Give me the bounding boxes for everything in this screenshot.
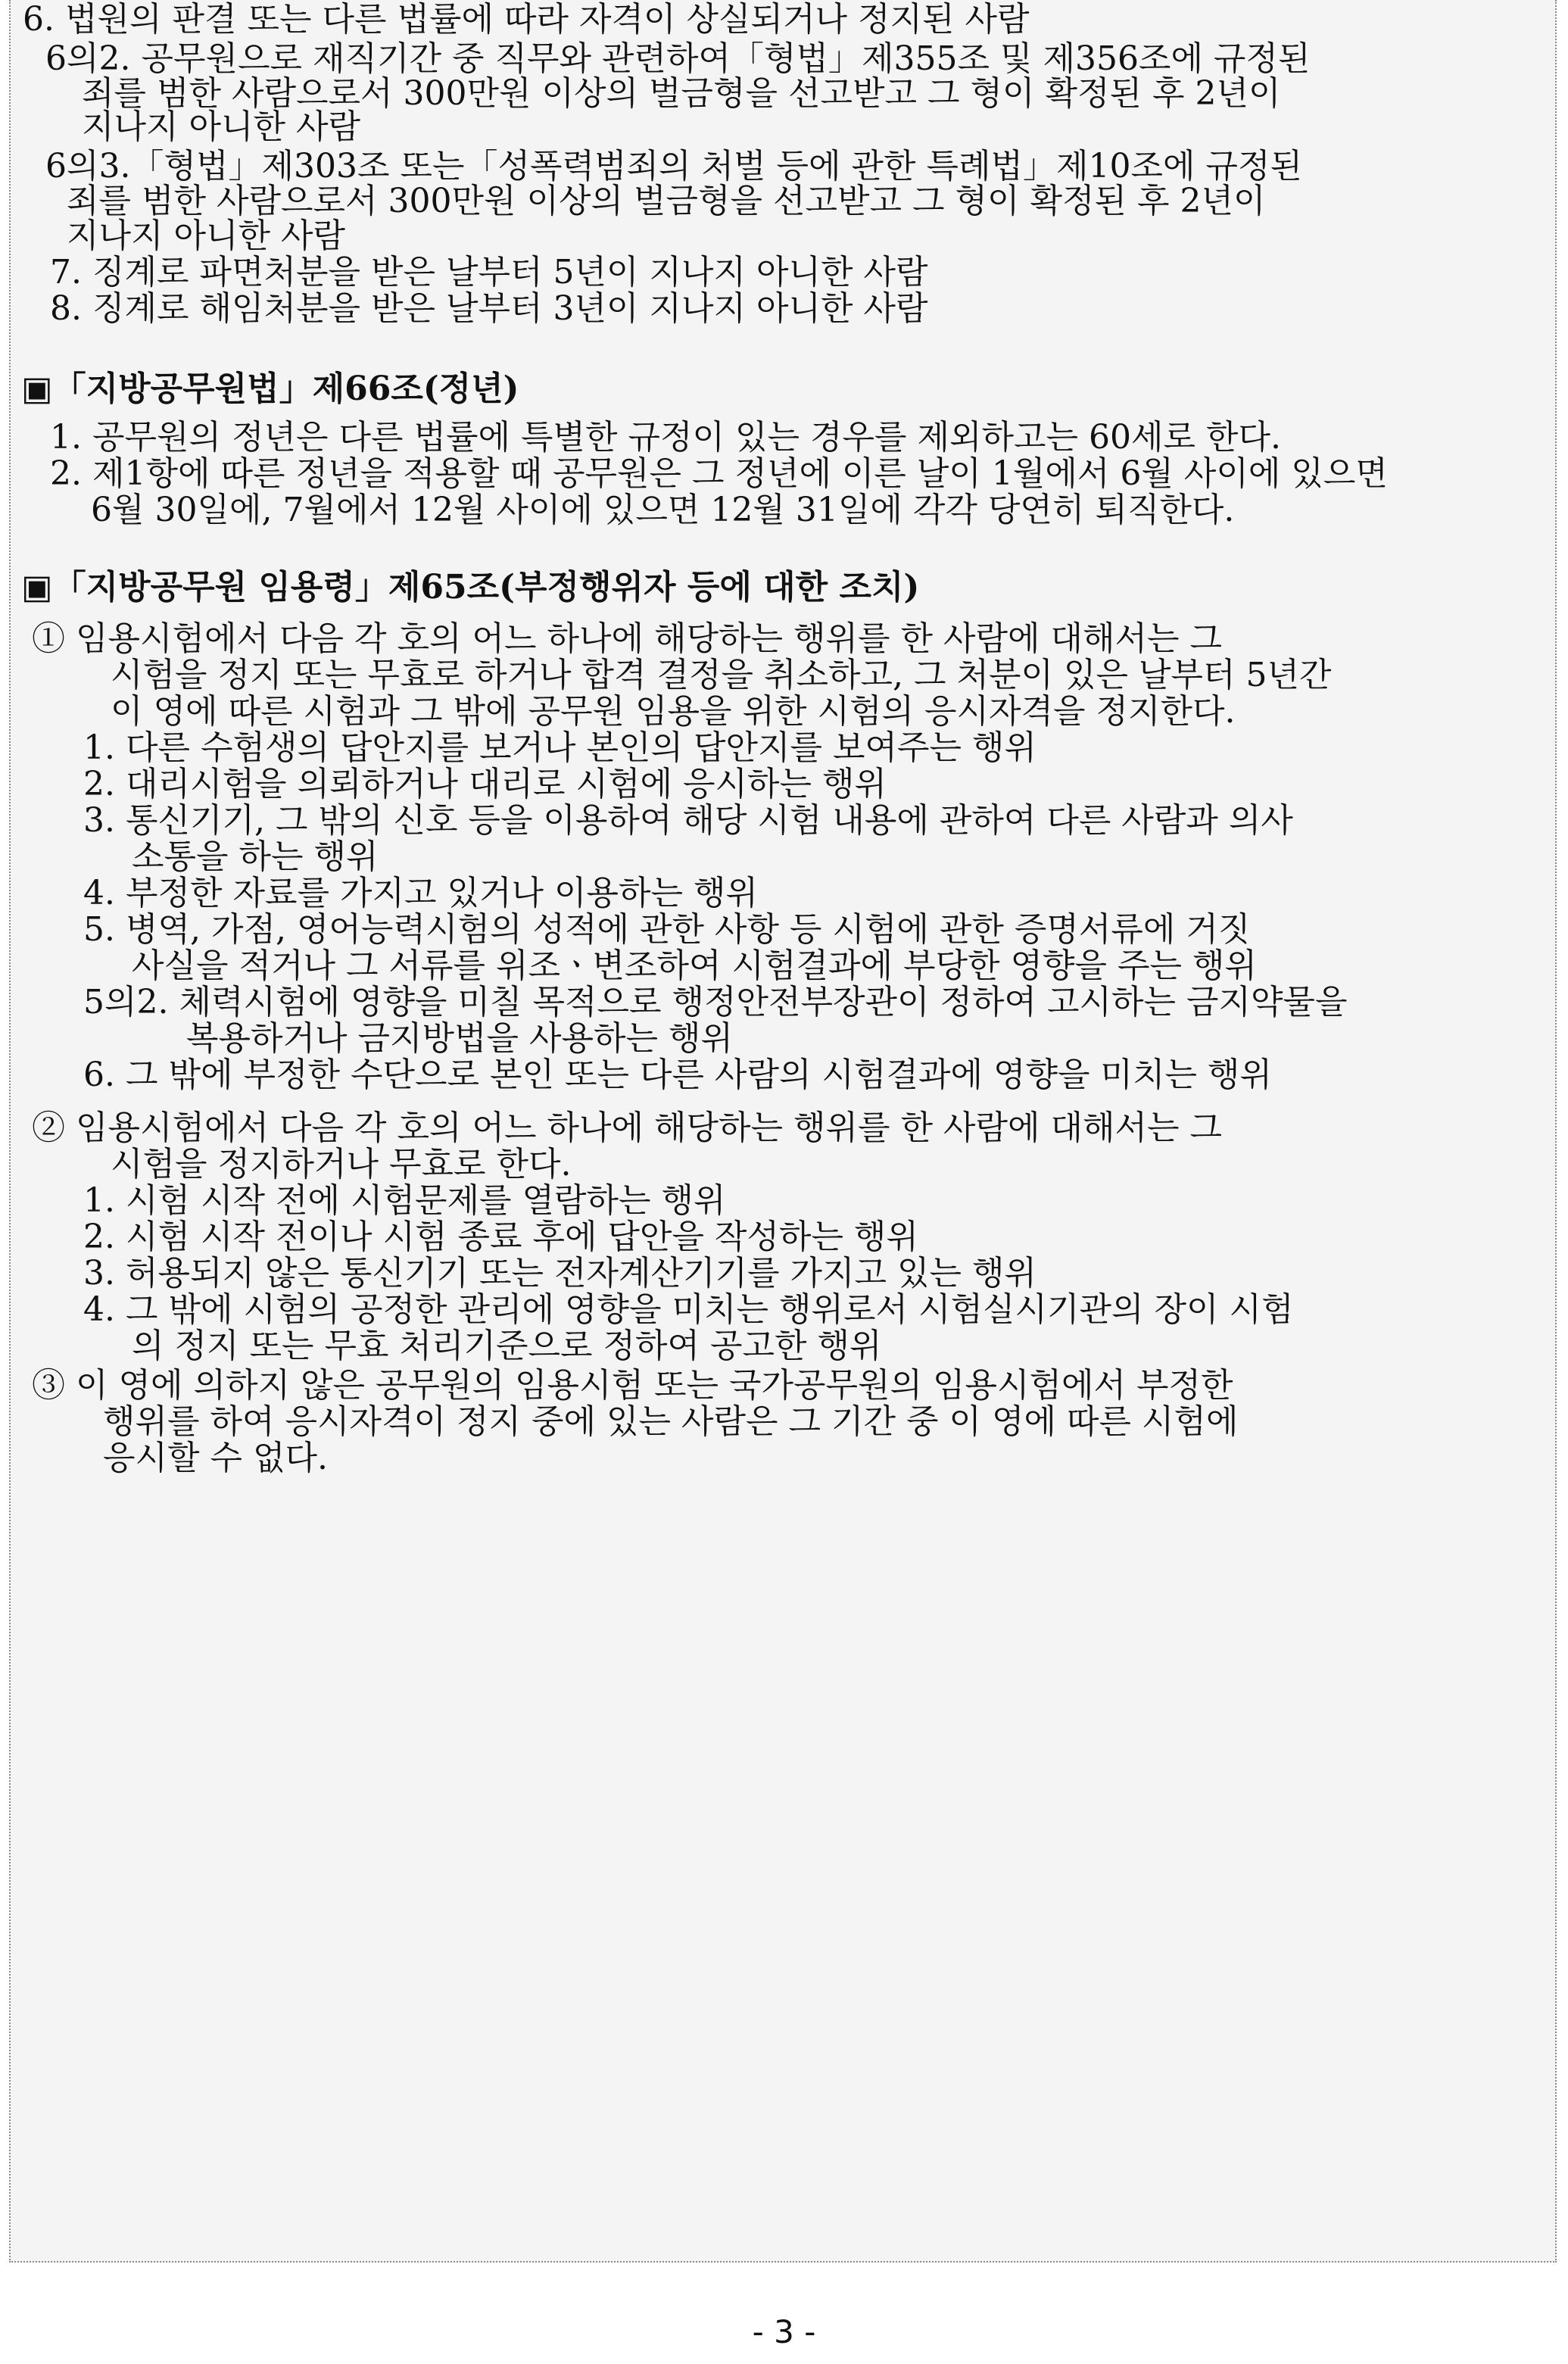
- list-item-continuation: 지나지 아니한 사람: [67, 217, 346, 255]
- list-item-continuation: 죄를 범한 사람으로서 300만원 이상의 벌금형을 선고받고 그 형이 확정된 후 2년이: [67, 182, 1266, 220]
- list-item: 3. 통신기기, 그 밖의 신호 등을 이용하여 해당 시험 내용에 관하여 다른 사람과 의사: [83, 801, 1293, 840]
- list-item-continuation: 의 정지 또는 무효 처리기준으로 정하여 공고한 행위: [132, 1327, 882, 1365]
- list-item: 2. 제1항에 따른 정년을 적용할 때 공무원은 그 정년에 이른 날이 1월에서 6월 사이에 있으면: [50, 454, 1388, 493]
- list-item: 4. 부정한 자료를 가지고 있거나 이용하는 행위: [83, 874, 758, 912]
- paragraph-line: 시험을 정지 또는 무효로 하거나 합격 결정을 취소하고, 그 처분이 있은 날부터 5년간: [111, 656, 1332, 694]
- list-item: 1. 시험 시작 전에 시험문제를 열람하는 행위: [83, 1181, 726, 1220]
- list-item: 7. 징계로 파면처분을 받은 날부터 5년이 지나지 아니한 사람: [50, 253, 928, 292]
- list-item: 6의2. 공무원으로 재직기간 중 직무와 관련하여「형법」제355조 및 제356조에 규정된: [45, 39, 1311, 78]
- list-item: 6. 법원의 판결 또는 다른 법률에 따라 자격이 상실되거나 정지된 사람: [23, 0, 1030, 39]
- list-item: 8. 징계로 해임처분을 받은 날부터 3년이 지나지 아니한 사람: [50, 289, 928, 328]
- list-item: 3. 허용되지 않은 통신기기 또는 전자계산기기를 가지고 있는 행위: [83, 1254, 1037, 1293]
- page-number: - 3 -: [752, 2313, 816, 2350]
- paragraph-line: 시험을 정지하거나 무효로 한다.: [111, 1145, 572, 1184]
- paragraph-line: ③ 이 영에 의하지 않은 공무원의 임용시험 또는 국가공무원의 임용시험에서 부정한: [32, 1366, 1233, 1405]
- paragraph-line: 행위를 하여 응시자격이 정지 중에 있는 사람은 그 기간 중 이 영에 따른 시험에: [103, 1402, 1239, 1441]
- paragraph-line: ② 임용시험에서 다음 각 호의 어느 하나에 해당하는 행위를 한 사람에 대해서는 그: [32, 1109, 1222, 1147]
- list-item: 1. 다른 수험생의 답안지를 보거나 본인의 답안지를 보여주는 행위: [83, 728, 1037, 767]
- list-item: 2. 대리시험을 의뢰하거나 대리로 시험에 응시하는 행위: [83, 765, 887, 803]
- list-item-continuation: 복용하거나 금지방법을 사용하는 행위: [186, 1019, 734, 1058]
- list-item: 1. 공무원의 정년은 다른 법률에 특별한 규정이 있는 경우를 제외하고는 60세로 한다.: [50, 418, 1281, 457]
- list-item: 6의3.「형법」제303조 또는「성폭력범죄의 처벌 등에 관한 특례법」제10조에 규정된: [45, 147, 1302, 186]
- list-item: 5의2. 체력시험에 영향을 미칠 목적으로 행정안전부장관이 정하여 고시하는 금지약물을: [83, 983, 1348, 1021]
- list-item-continuation: 지나지 아니한 사람: [82, 108, 361, 146]
- paragraph-line: 응시할 수 없다.: [103, 1439, 328, 1477]
- section-heading: ▣「지방공무원법」제66조(정년): [21, 370, 519, 408]
- list-item-continuation: 죄를 범한 사람으로서 300만원 이상의 벌금형을 선고받고 그 형이 확정된 후 2년이: [82, 74, 1281, 113]
- list-item-continuation: 6월 30일에, 7월에서 12월 사이에 있으면 12월 31일에 각각 당연히 퇴직한다.: [91, 491, 1235, 529]
- list-item-continuation: 소통을 하는 행위: [132, 837, 379, 876]
- list-item: 5. 병역, 가점, 영어능력시험의 성적에 관한 사항 등 시험에 관한 증명서류에 거짓: [83, 910, 1251, 949]
- list-item: 6. 그 밖에 부정한 수단으로 본인 또는 다른 사람의 시험결과에 영향을 미치는 행위: [83, 1056, 1272, 1094]
- list-item: 4. 그 밖에 시험의 공정한 관리에 영향을 미치는 행위로서 시험실시기관의 장이 시험: [83, 1290, 1294, 1329]
- list-item: 2. 시험 시작 전이나 시험 종료 후에 답안을 작성하는 행위: [83, 1218, 918, 1256]
- list-item-continuation: 사실을 적거나 그 서류를 위조ㆍ변조하여 시험결과에 부당한 영향을 주는 행위: [132, 947, 1258, 985]
- section-heading: ▣「지방공무원 임용령」제65조(부정행위자 등에 대한 조치): [21, 568, 920, 607]
- paragraph-line: 이 영에 따른 시험과 그 밖에 공무원 임용을 위한 시험의 응시자격을 정지한다.: [111, 692, 1236, 731]
- paragraph-line: ① 임용시험에서 다음 각 호의 어느 하나에 해당하는 행위를 한 사람에 대해서는 그: [32, 619, 1222, 658]
